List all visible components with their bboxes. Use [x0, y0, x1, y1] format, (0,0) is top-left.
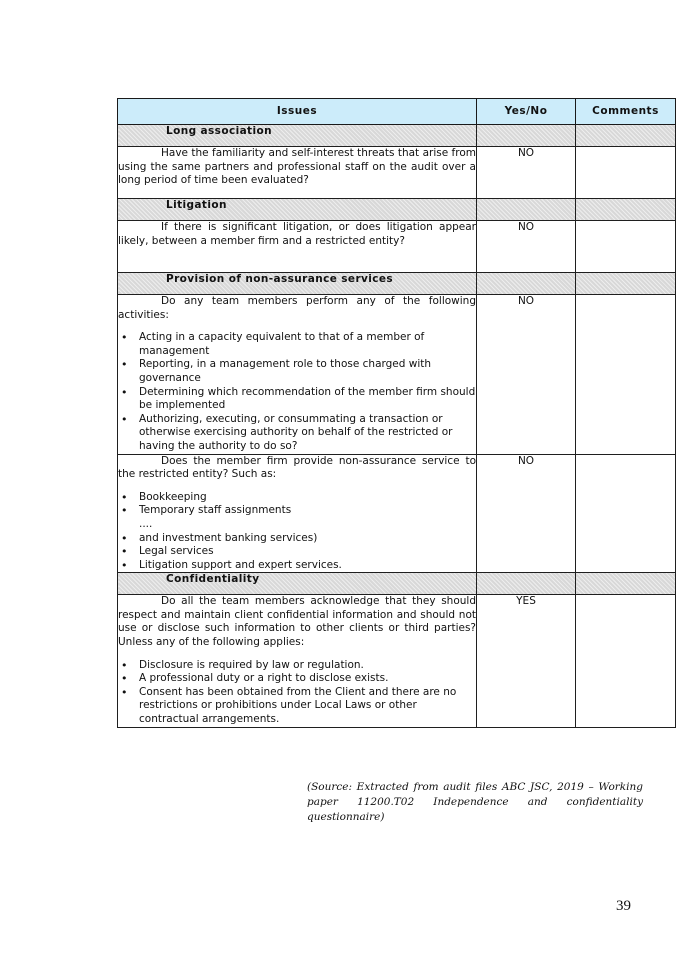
answer-cell: NO — [477, 221, 576, 273]
section-title: Confidentiality — [118, 573, 477, 595]
source-note: (Source: Extracted from audit files ABC JSC, 2019 – Working paper 11200.T02 Independence and confidentiality questionnaire) — [307, 781, 643, 823]
header-issues: Issues — [118, 99, 477, 125]
question-cell — [118, 295, 477, 455]
table-row — [118, 147, 676, 199]
question-cell — [118, 147, 477, 199]
list-item: • and investment banking services) — [118, 532, 476, 546]
table-row — [118, 595, 676, 727]
answer-cell: NO — [477, 295, 576, 455]
table-row — [118, 454, 676, 573]
service-list — [118, 491, 476, 573]
section-row-long-association — [118, 125, 676, 147]
list-item: • Temporary staff assignments — [118, 504, 476, 518]
table-header-row — [118, 99, 676, 125]
comment-cell[interactable] — [576, 295, 676, 455]
answer-cell: YES — [477, 595, 576, 727]
table-row — [118, 295, 676, 455]
exception-list — [118, 659, 476, 727]
activity-list — [118, 331, 476, 453]
section-row-non-assurance — [118, 273, 676, 295]
question-cell — [118, 595, 477, 727]
table-row — [118, 221, 676, 273]
header-comments: Comments — [576, 99, 676, 125]
question-text: Do any team members perform any of the following activities: — [118, 295, 476, 321]
list-item: • Litigation support and expert services. — [118, 559, 476, 573]
question-text: Does the member firm provide non-assurance service to the restricted entity? Such as: — [118, 454, 476, 481]
list-item: • Determining which recommendation of the member firm should be implemented — [118, 386, 476, 413]
section-title: Litigation — [118, 199, 477, 221]
list-item: • Legal services — [118, 545, 476, 559]
list-item: • Bookkeeping — [118, 491, 476, 505]
list-item: • Consent has been obtained from the Client and there are no restrictions or prohibitions under Local Laws or other contractual arrangements. — [118, 686, 476, 727]
question-text: Have the familiarity and self-interest threats that arise from using the same partners and professional staff on the audit over a long period of time been evaluated? — [118, 147, 476, 187]
list-item: • Reporting, in a management role to those charged with governance — [118, 358, 476, 385]
section-row-litigation — [118, 199, 676, 221]
independence-questionnaire-table — [117, 98, 676, 728]
header-yes-no: Yes/No — [477, 99, 576, 125]
list-item: • Authorizing, executing, or consummating a transaction or otherwise exercising authority on behalf of the restricted or having the authority to do so? — [118, 413, 476, 454]
answer-cell: NO — [477, 147, 576, 199]
comment-cell[interactable] — [576, 454, 676, 573]
comment-cell[interactable] — [576, 147, 676, 199]
section-row-confidentiality — [118, 573, 676, 595]
section-title: Provision of non-assurance services — [118, 273, 477, 295]
list-item: • Disclosure is required by law or regulation. — [118, 659, 476, 673]
comment-cell[interactable] — [576, 221, 676, 273]
comment-cell[interactable] — [576, 595, 676, 727]
question-cell — [118, 221, 477, 273]
question-text: If there is significant litigation, or does litigation appear likely, between a member firm and a restricted entity? — [118, 221, 476, 247]
answer-cell: NO — [477, 454, 576, 573]
question-text: Do all the team members acknowledge that they should respect and maintain client confidential information and should not use or disclose such information to other clients or third parties? Unless any of the following applies: — [118, 595, 476, 649]
question-cell — [118, 454, 477, 573]
list-item: .... — [139, 517, 153, 530]
list-item: • Acting in a capacity equivalent to that of a member of management — [118, 331, 476, 358]
list-item: • A professional duty or a right to disclose exists. — [118, 672, 476, 686]
section-title: Long association — [118, 125, 477, 147]
page-number: 39 — [616, 898, 631, 914]
